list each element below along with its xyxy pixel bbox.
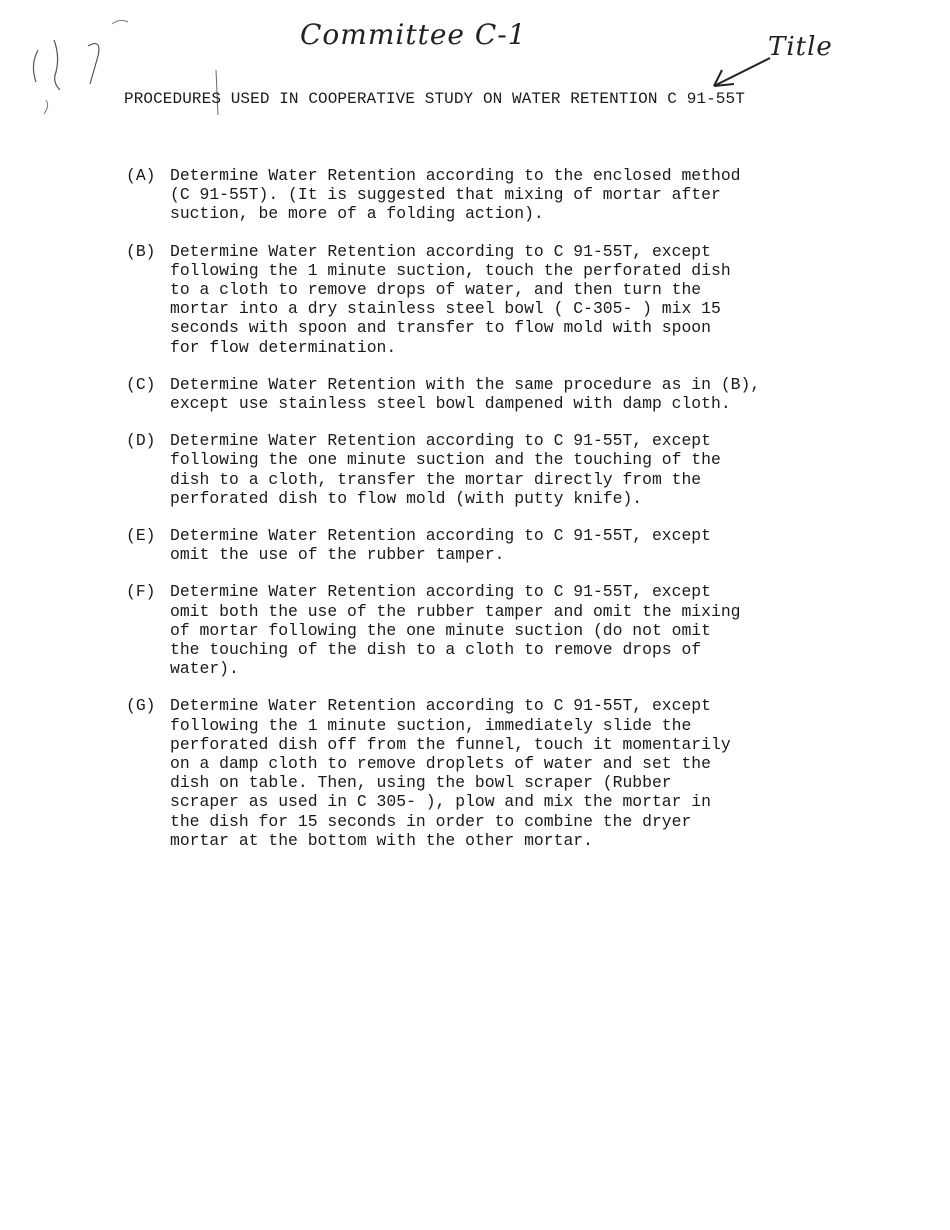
procedure-text: Determine Water Retention according to C 91-55T, except omit both the use of the rubber tamper and omit the mixing of mortar following the one minute suction (do not omit the touching of the dish to a cloth to remove drops of water). (170, 582, 741, 679)
procedure-marker: (D) (126, 431, 156, 451)
procedure-marker: (C) (126, 374, 156, 394)
procedure-item-e (126, 526, 846, 564)
arrow-icon (706, 52, 776, 92)
document-heading: PROCEDURES USED IN COOPERATIVE STUDY ON WATER RETENTION C 91-55T (124, 90, 745, 108)
procedure-text: Determine Water Retention according to the enclosed method (C 91-55T). (It is suggested that mixing of mortar after suction, be more of a folding action). (170, 166, 741, 224)
procedure-item-a (126, 166, 846, 224)
procedure-item-f (126, 582, 846, 678)
procedure-marker: (F) (126, 582, 156, 602)
procedure-marker: (A) (126, 166, 156, 185)
committee-handwritten-note: Committee C-1 (300, 18, 527, 51)
procedure-text: Determine Water Retention according to C 91-55T, except following the 1 minute suction, immediately slide the perforated dish off from the funnel, touch it momentarily on a damp cloth to remove droplets of water and set the dish on table. Then, using the bowl scraper (Rubber scraper as used in C 305- ), plow and mix the mortar in the dish for 15 seconds in order to combine the dryer mortar at the bottom with the other mortar. (170, 696, 731, 850)
procedure-text: Determine Water Retention according to C 91-55T, except following the 1 minute suction, touch the perforated dish to a cloth to remove drops of water, and then turn the mortar into a dry stainless steel bowl ( C-305- ) mix 15 seconds with spoon and transfer to flow mold with spoon for flow determination. (170, 241, 731, 357)
procedure-marker: (E) (126, 526, 156, 546)
title-handwritten-note: Title (768, 32, 833, 62)
procedure-text: Determine Water Retention according to C 91-55T, except omit the use of the rubber tamper. (170, 526, 711, 565)
procedure-item-c (126, 375, 846, 413)
procedure-list (126, 166, 846, 868)
procedure-item-g (126, 696, 846, 850)
procedure-text: Determine Water Retention with the same procedure as in (B), except use stainless steel bowl dampened with damp cloth. (170, 374, 761, 414)
procedure-marker: (B) (126, 241, 156, 261)
procedure-item-b (126, 242, 846, 357)
procedure-text: Determine Water Retention according to C 91-55T, except following the one minute suction and the touching of the dish to a cloth, transfer the mortar directly from the perforated dish to flow mold (with putty knife). (170, 431, 721, 508)
procedure-marker: (G) (126, 696, 156, 716)
procedure-item-d (126, 431, 846, 508)
